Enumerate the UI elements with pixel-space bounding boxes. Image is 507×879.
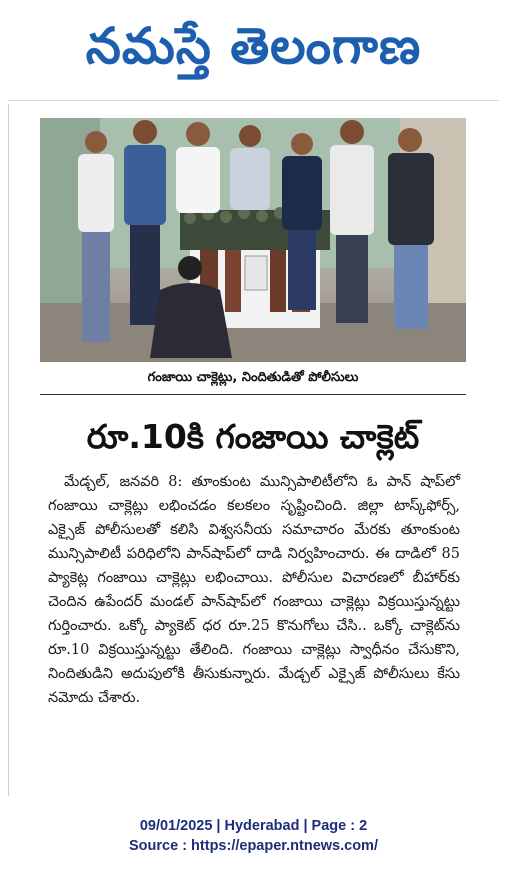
edition-info: 09/01/2025 | Hyderabad | Page : 2 <box>139 818 368 834</box>
masthead <box>0 0 507 100</box>
article-headline: రూ.10కి గంజాయి చాక్లెట్ <box>86 417 420 456</box>
article-body: మేడ్చల్‌, జనవరి 8: తూంకుంట మున్సిపాలిటీలోని ఓ పాన్‌ షాప్‌లో గంజాయి చాక్లెట్లు లభించడం కలకలం సృష్టించింది. జిల్లా టాస్క్‌ఫోర్స్‌, ఎక్సైజ్‌ పోలీసులతో కలిసి విశ్వసనీయ సమాచారం మేరకు తూంకుంట మున్సిపాలిటీ పరిధిలోని పాన్‌షాప్‌లో దాడి నిర్వహించారు. ఈ దాడిలో 85 ప్యాకెట్ల గంజాయి చాక్లెట్లు లభించాయి. పోలీసుల విచారణలో బీహార్‌కు చెందిన ఉపేందర్‌ మండల్‌ పాన్‌షాప్‌లో గంజాయి చాక్లెట్లు విక్రయిస్తున్నట్టు గుర్తించారు. ఒక్కో ప్యాకెట్‌ ధర రూ.25 కొనుగోలు చేసి.. ఒక్కో చాక్లెట్‌ను రూ.10 విక్రయిస్తున్నట్టు తేలింది. గంజాయి చాక్లెట్లు స్వాధీనం చేసుకొని, నిందితుడిని అదుపులోకి తీసుకున్నారు. మేడ్చల్‌ ఎక్సైజ్‌ పోలీసులు కేసు నమోదు చేశారు. <box>48 474 460 706</box>
masthead-divider <box>8 100 499 101</box>
page-footer <box>0 816 507 856</box>
news-photo <box>40 118 466 362</box>
caption-divider <box>40 394 466 395</box>
newspaper-logo: నమస్తే తెలంగాణ <box>85 17 422 75</box>
photo-illustration <box>40 118 466 362</box>
column-divider <box>8 104 9 796</box>
source-link[interactable]: Source : https://epaper.ntnews.com/ <box>129 838 378 854</box>
photo-caption: గంజాయి చాక్లెట్లు, నిందితుడితో పోలీసులు <box>147 370 359 385</box>
